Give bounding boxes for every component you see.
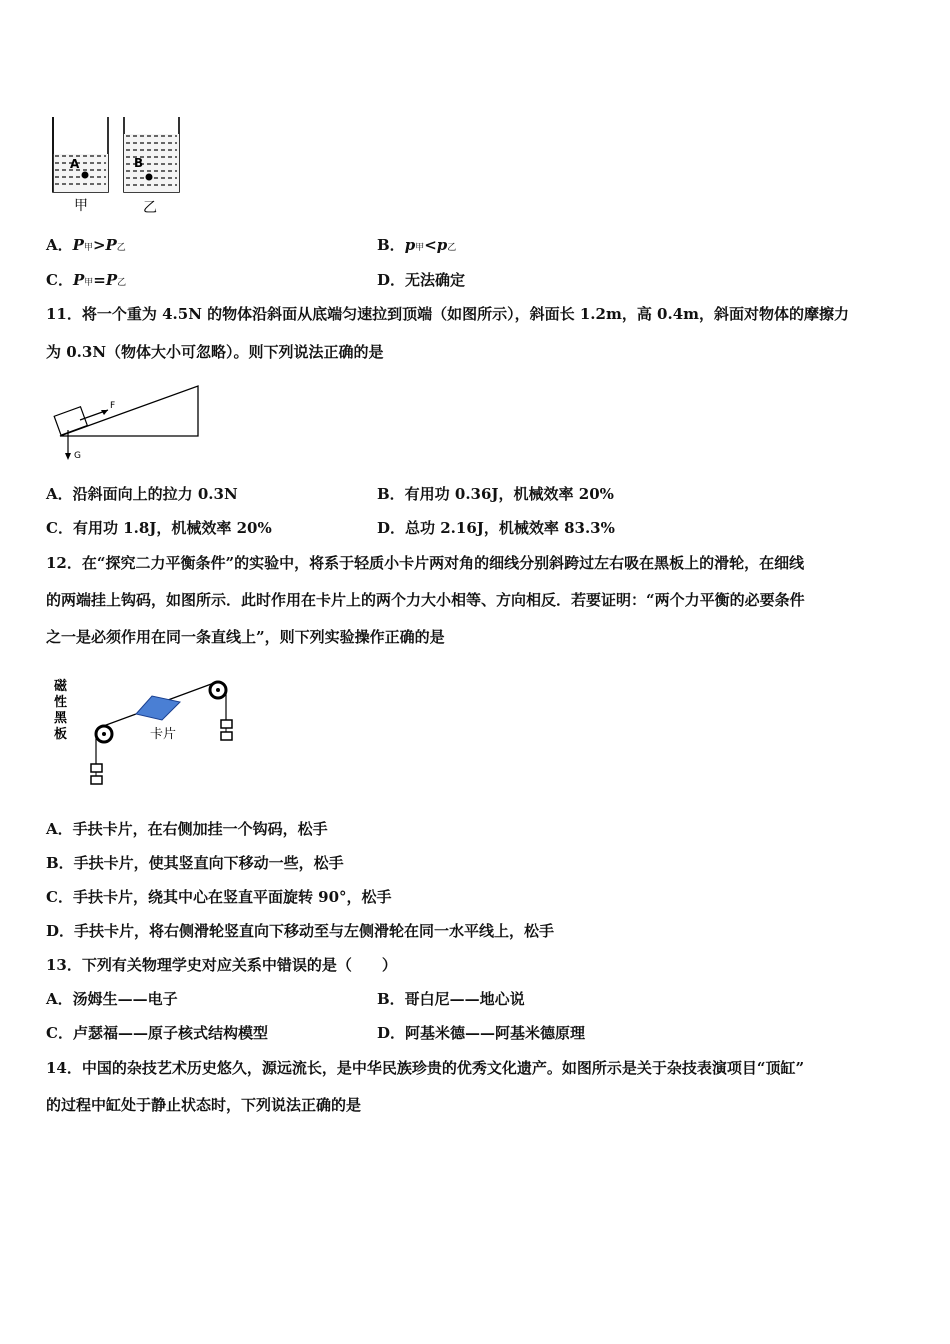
q14-stem-line2: 的过程中缸处于静止状态时，下列说法正确的是 (46, 1096, 362, 1114)
q11-option-a[interactable]: A．沿斜面向上的拉力 0.3N (46, 485, 238, 503)
right-string (168, 683, 214, 700)
q14-stem-line1: 14．中国的杂技艺术历史悠久，源远流长，是中华民族珍贵的优秀文化遗产。如图所示是关于杂技表演项目“顶缸” (46, 1059, 805, 1077)
card (136, 696, 180, 720)
right-weights (221, 720, 232, 740)
board-char-3: 黑 (54, 711, 68, 726)
q10-option-d[interactable] (377, 269, 465, 291)
label-b: B (134, 156, 144, 170)
q12-stem-line3: 之一是必须作用在同一条直线上”，则下列实验操作正确的是 (46, 628, 445, 646)
sub-jia: 甲 (415, 243, 425, 253)
q13-option-b[interactable]: B．哥白尼——地心说 (377, 990, 525, 1008)
q12-card-figure (50, 672, 250, 796)
label-f: F (110, 401, 116, 411)
q11-option-d[interactable]: D．总功 2.16J，机械效率 83.3% (377, 519, 615, 537)
left-weights (91, 764, 102, 784)
q12-option-b[interactable]: B．手扶卡片，使其竖直向下移动一些，松手 (46, 854, 344, 872)
q13-option-d[interactable]: D．阿基米德——阿基米德原理 (377, 1024, 586, 1042)
board-char-2: 性 (54, 695, 68, 710)
q11-stem-line1: 11．将一个重为 4.5N 的物体沿斜面从底端匀速拉到顶端（如图所示），斜面长 1.2m，高 0.4m，斜面对物体的摩擦力 (46, 305, 850, 323)
q12-option-d[interactable]: D．手扶卡片，将右侧滑轮竖直向下移动至与左侧滑轮在同一水平线上，松手 (46, 922, 555, 940)
var-p: P (105, 271, 118, 289)
var-p: P (105, 236, 117, 254)
option-key: D． (377, 271, 406, 289)
q10-option-a[interactable] (46, 234, 126, 259)
caption-jia: 甲 (74, 198, 88, 214)
option-key: A． (46, 236, 73, 254)
sub-yi: 乙 (117, 278, 127, 288)
q13-option-a[interactable]: A．汤姆生——电子 (46, 990, 178, 1008)
sub-yi: 乙 (116, 243, 126, 253)
left-string (98, 714, 136, 728)
board-char-1: 磁 (54, 679, 68, 694)
option-key: C． (46, 271, 73, 289)
sub-jia: 甲 (84, 278, 94, 288)
right-pulley (210, 682, 226, 698)
board-char-4: 板 (54, 727, 68, 742)
ball-b (146, 174, 153, 181)
q11-stem-line2: 为 0.3N（物体大小可忽略）。则下列说法正确的是 (46, 343, 384, 361)
q13-stem: 13．下列有关物理学史对应关系中错误的是（ ） (46, 956, 397, 974)
sub-yi: 乙 (447, 243, 457, 253)
label-a: A (70, 157, 80, 171)
var-p: P (72, 271, 85, 289)
q11-option-c[interactable]: C．有用功 1.8J，机械效率 20% (46, 519, 272, 537)
label-g: G (74, 451, 81, 461)
sub-jia: 甲 (83, 243, 93, 253)
q12-stem-line2: 的两端挂上钩码，如图所示．此时作用在卡片上的两个力大小相等、方向相反．若要证明：“两个力平衡的必要条件 (46, 591, 805, 609)
option-key: B． (377, 236, 405, 254)
operator: < (424, 236, 437, 254)
ball-a (82, 172, 89, 179)
operator: > (92, 236, 106, 254)
q10-option-c[interactable] (46, 269, 126, 294)
block (54, 407, 87, 435)
var-p: p (436, 236, 448, 254)
card-label: 卡片 (150, 727, 177, 742)
beaker-jia (53, 117, 108, 192)
q13-option-c[interactable]: C．卢瑟福——原子核式结构模型 (46, 1024, 268, 1042)
q10-option-b[interactable] (377, 234, 456, 259)
operator: = (93, 271, 106, 289)
q11-incline-figure (46, 380, 206, 464)
q11-option-b[interactable]: B．有用功 0.36J，机械效率 20% (377, 485, 614, 503)
board-label (53, 678, 68, 742)
var-p: P (72, 236, 84, 254)
q10-beakers-figure (48, 112, 198, 216)
beaker-yi (124, 117, 179, 192)
q12-option-c[interactable]: C．手扶卡片，绕其中心在竖直平面旋转 90°，松手 (46, 888, 392, 906)
q12-stem-line1: 12．在“探究二力平衡条件”的实验中，将系于轻质小卡片两对角的细线分别斜跨过左右吸在黑板上的滑轮，在细线 (46, 554, 805, 572)
option-text: 无法确定 (405, 271, 466, 289)
caption-yi: 乙 (143, 200, 157, 216)
var-p: p (404, 236, 416, 254)
q12-option-a[interactable]: A．手扶卡片，在右侧加挂一个钩码，松手 (46, 820, 328, 838)
